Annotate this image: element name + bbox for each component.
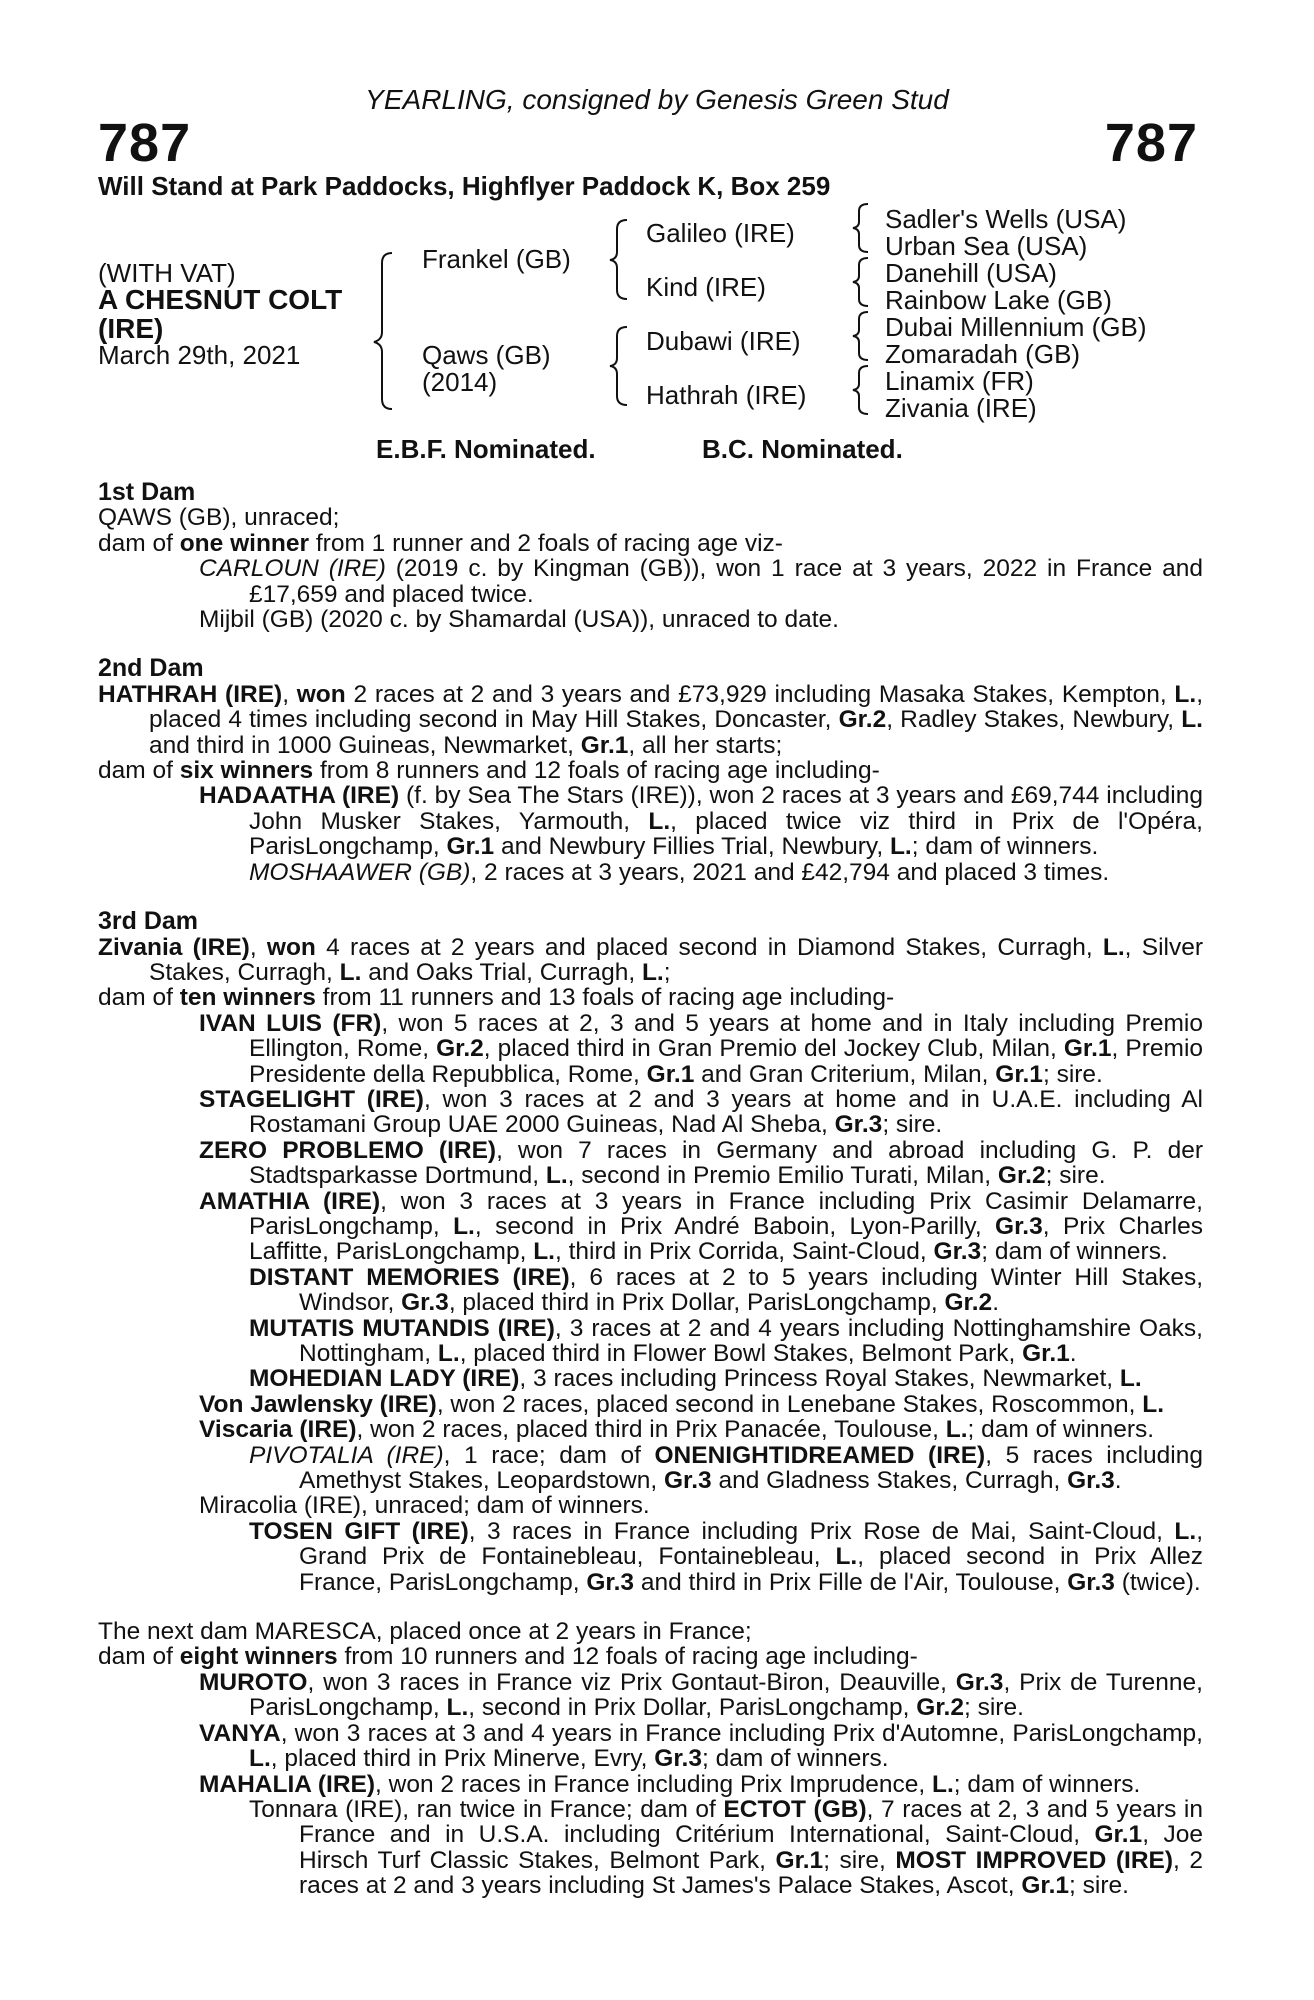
next-dam-grandfoal-tonnara: Tonnara (IRE), ran twice in France; dam of ECTOT (GB), 7 races at 2, 3 and 5 years in France and in U.S.A. including Critérium International, Saint-Cloud, Gr.1, Joe Hirsch Turf Classic Stakes, Belmont Park, Gr.1; sire, MOST IMPROVED (IRE), 2 races at 2 and 3 years including St James's Palace Stakes, Ascot, Gr.1; sire. [249,1795,1203,1900]
first-dam-produce-intro: dam of one winner from 1 runner and 2 foals of racing age viz- [98,529,783,557]
gen3-sdd: Rainbow Lake (GB) [885,285,1112,315]
third-dam-foal-amathia: AMATHIA (IRE), won 3 races at 3 years in France including Prix Casimir Delamarre, ParisLongchamp, L., second in Prix André Baboin, Lyon-Parilly, Gr.3, Prix Charles Laffitte, ParisLongchamp, L., third in Prix Corrida, Saint-Cloud, Gr.3; dam of winners. [199,1187,1203,1266]
first-dam-heading: 1st Dam [98,478,196,506]
third-dam-grandfoal-tosen-gift: TOSEN GIFT (IRE), 3 races in France including Prix Rose de Mai, Saint-Cloud, L., Grand Prix de Fontainebleau, Fontainebleau, L., placed second in Prix Allez France, ParisLongchamp, Gr.3 and third in Prix Fille de l'Air, Toulouse, Gr.3 (twice). [249,1517,1203,1596]
second-dam-foal-hadaatha: HADAATHA (IRE) (f. by Sea The Stars (IRE)), won 2 races at 3 years and £69,744 including John Musker Stakes, Yarmouth, L., placed twice viz third in Prix de l'Opéra, ParisLongchamp, Gr.1 and Newbury Fillies Trial, Newbury, L.; dam of winners. [199,782,1203,861]
third-dam-foal-zero-problemo: ZERO PROBLEMO (IRE), won 7 races in Germany and abroad including G. P. der Stadtsparkasse Dortmund, L., second in Premio Emilio Turati, Milan, Gr.2; sire. [199,1136,1203,1190]
next-dam-summary: The next dam MARESCA, placed once at 2 years in France; [98,1618,752,1646]
catalogue-body [98,480,1203,1899]
gen3-ssd: Urban Sea (USA) [885,231,1088,261]
third-dam-grandfoal-mutatis-mutandis: MUTATIS MUTANDIS (IRE), 3 races at 2 and 4 years including Nottinghamshire Oaks, Nottingham, L., placed third in Flower Bowl Stakes, Belmont Park, Gr.1. [249,1314,1203,1367]
lot-number-right: 787 [1104,113,1198,173]
sire-sire: Galileo (IRE) [646,218,795,248]
next-dam-foal-mahalia: MAHALIA (IRE), won 2 races in France including Prix Imprudence, L.; dam of winners. [199,1770,1141,1798]
foaling-date: March 29th, 2021 [98,340,301,370]
first-dam-foal-2: Mijbil (GB) (2020 c. by Shamardal (USA)), unraced to date. [199,606,839,634]
gen3-dsd: Zomaradah (GB) [885,339,1081,369]
dam-year: (2014) [422,367,498,397]
consignor-line: YEARLING, consigned by Genesis Green Stud [365,84,949,115]
first-dam-foal-1: CARLOUN (IRE) (2019 c. by Kingman (GB)), won 1 race at 3 years, 2022 in France and £17,659 and placed twice. [199,555,1204,608]
vat-note: (WITH VAT) [98,258,236,288]
third-dam-foal-ivan-luis: IVAN LUIS (FR), won 5 races at 2, 3 and 5 years at home and in Italy including Premio Ellington, Rome, Gr.2, placed third in Gran Premio del Jockey Club, Milan, Gr.1, Premio Presidente della Repubblica, Rome, Gr.1 and Gran Criterium, Milan, Gr.1; sire. [199,1009,1204,1088]
sire-name: Frankel (GB) [422,244,571,274]
gen3-ddd: Zivania (IRE) [885,393,1037,423]
second-dam-produce-intro: dam of six winners from 8 runners and 12 foals of racing age including- [98,757,880,785]
lot-number-left: 787 [98,113,192,173]
ebf-nomination: E.B.F. Nominated. [376,434,596,464]
second-dam-heading: 2nd Dam [98,654,204,683]
third-dam-foal-viscaria: Viscaria (IRE), won 2 races, placed third in Prix Panacée, Toulouse, L.; dam of winners. [199,1416,1155,1444]
bc-nomination: B.C. Nominated. [702,434,903,464]
horse-name-line2: (IRE) [98,313,164,344]
next-dam-produce-intro: dam of eight winners from 10 runners and 12 foals of racing age including- [98,1643,918,1671]
third-dam-produce-intro: dam of ten winners from 11 runners and 13 foals of racing age including- [98,984,895,1012]
stabling-location: Will Stand at Park Paddocks, Highflyer Paddock K, Box 259 [98,171,831,201]
third-dam-grandfoal-distant-memories: DISTANT MEMORIES (IRE), 6 races at 2 to 5 years including Winter Hill Stakes, Windsor, Gr.3, placed third in Prix Dollar, ParisLongchamp, Gr.2. [249,1263,1203,1317]
dam-sire: Dubawi (IRE) [646,326,801,356]
gen3-dds: Linamix (FR) [885,366,1034,396]
third-dam-foal-von-jawlensky: Von Jawlensky (IRE), won 2 races, placed second in Lenebane Stakes, Roscommon, L. [199,1390,1165,1418]
third-dam-grandfoal-pivotalia: PIVOTALIA (IRE), 1 race; dam of ONENIGHTIDREAMED (IRE), 5 races including Amethyst Stakes, Leopardstown, Gr.3 and Gladness Stakes, Curragh, Gr.3. [249,1441,1203,1495]
third-dam-foal-stagelight: STAGELIGHT (IRE), won 3 races at 2 and 3 years at home and in U.A.E. including Al Rostamani Group UAE 2000 Guineas, Nad Al Sheba, Gr.3; sire. [199,1085,1203,1139]
gen3-sss: Sadler's Wells (USA) [885,204,1127,234]
next-dam-foal-muroto: MUROTO, won 3 races in France viz Prix Gontaut-Biron, Deauville, Gr.3, Prix de Turenne, ParisLongchamp, L., second in Prix Dollar, ParisLongchamp, Gr.2; sire. [199,1668,1203,1722]
horse-name-line1: A CHESNUT COLT [98,284,343,315]
second-dam-grandfoal-moshaawer: MOSHAAWER (GB), 2 races at 3 years, 2021 and £42,794 and placed 3 times. [249,858,1110,886]
first-dam-summary: QAWS (GB), unraced; [98,504,340,532]
sire-dam: Kind (IRE) [646,272,766,302]
next-dam-foal-vanya: VANYA, won 3 races at 3 and 4 years in France including Prix d'Automne, ParisLongchamp, L., placed third in Prix Minerve, Evry, Gr.3; dam of winners. [199,1719,1203,1773]
gen3-dss: Dubai Millennium (GB) [885,312,1147,342]
third-dam-summary: Zivania (IRE), won 4 races at 2 years and placed second in Diamond Stakes, Curragh, L., Silver Stakes, Curragh, L. and Oaks Trial, Curragh, L.; [98,933,1203,986]
dam-name: Qaws (GB) [422,340,551,370]
dam-dam: Hathrah (IRE) [646,380,807,410]
gen3-sds: Danehill (USA) [885,258,1057,288]
third-dam-grandfoal-mohedian-lady: MOHEDIAN LADY (IRE), 3 races including Princess Royal Stakes, Newmarket, L. [249,1365,1142,1393]
third-dam-heading: 3rd Dam [98,907,199,936]
third-dam-foal-miracolia: Miracolia (IRE), unraced; dam of winners. [199,1492,650,1520]
second-dam-summary: HATHRAH (IRE), won 2 races at 2 and 3 years and £73,929 including Masaka Stakes, Kempton, L., placed 4 times including second in May Hill Stakes, Doncaster, Gr.2, Radley Stakes, Newbury, L. and third in 1000 Guineas, Newmarket, Gr.1, all her starts; [98,680,1204,759]
